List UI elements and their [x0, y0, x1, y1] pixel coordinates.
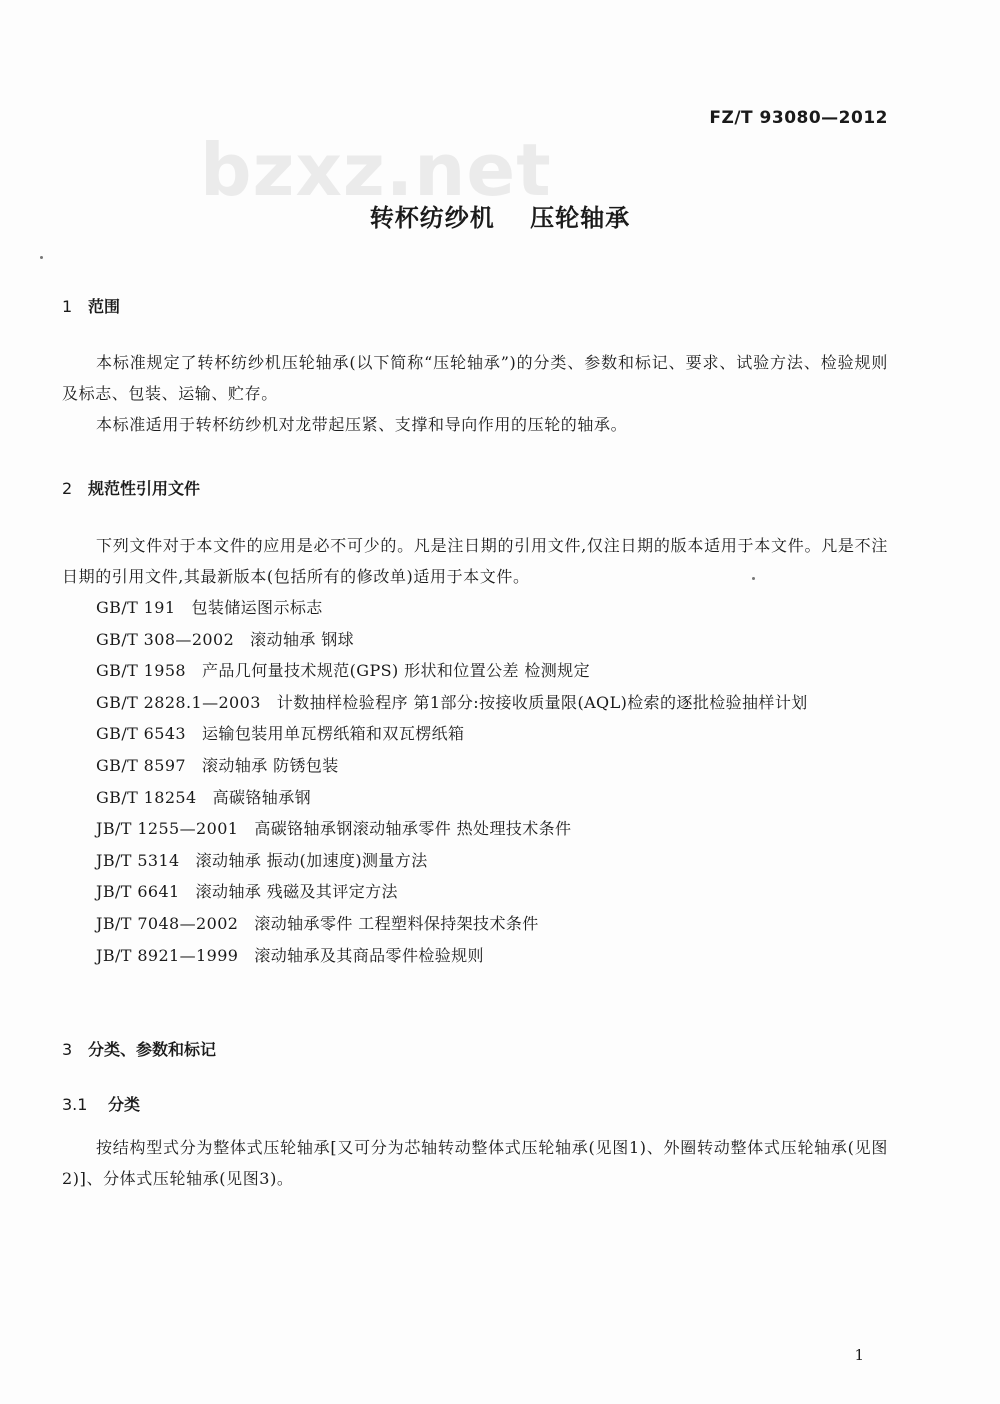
reference-title: 高碳铬轴承钢滚动轴承零件 热处理技术条件	[254, 819, 572, 839]
section-title: 分类、参数和标记	[88, 1040, 217, 1059]
reference-code: JB/T 5314	[96, 850, 180, 870]
reference-item	[62, 718, 888, 750]
reference-title: 滚动轴承 防锈包装	[202, 755, 339, 775]
scan-speck	[40, 256, 43, 259]
section-title: 分类	[108, 1095, 141, 1114]
reference-code: GB/T 308—2002	[96, 629, 235, 649]
standard-code: FZ/T 93080—2012	[709, 108, 888, 128]
reference-item	[62, 940, 888, 972]
reference-item	[62, 750, 888, 782]
section-2-heading	[62, 476, 200, 499]
reference-item	[62, 813, 888, 845]
watermark: bzxz.net	[200, 128, 552, 212]
section-1-paragraph-1: 本标准规定了转杯纺纱机压轮轴承(以下简称“压轮轴承”)的分类、参数和标记、要求、试验方法、检验规则及标志、包装、运输、贮存。	[62, 353, 888, 403]
scan-speck	[752, 577, 755, 580]
reference-item	[62, 687, 888, 719]
reference-code: GB/T 8597	[96, 755, 187, 775]
reference-title: 滚动轴承 残磁及其评定方法	[195, 882, 398, 902]
section-number: 1	[62, 297, 73, 316]
reference-code: JB/T 1255—2001	[96, 819, 239, 839]
reference-item	[62, 624, 888, 656]
reference-title: 滚动轴承 振动(加速度)测量方法	[195, 850, 428, 870]
reference-title: 滚动轴承 钢球	[250, 629, 355, 649]
reference-item	[62, 845, 888, 877]
reference-title: 计数抽样检验程序 第1部分:按接收质量限(AQL)检索的逐批检验抽样计划	[276, 692, 808, 712]
reference-title: 滚动轴承零件 工程塑料保持架技术条件	[254, 913, 539, 933]
reference-item	[62, 655, 888, 687]
section-number: 2	[62, 479, 73, 498]
section-1-heading	[62, 294, 120, 317]
reference-code: GB/T 191	[96, 598, 176, 617]
reference-code: JB/T 8921—1999	[96, 945, 239, 965]
section-1-paragraph-2: 本标准适用于转杯纺纱机对龙带起压紧、支撑和导向作用的压轮的轴承。	[96, 415, 628, 434]
reference-item	[62, 592, 888, 624]
normative-references-list	[62, 592, 888, 971]
reference-code: GB/T 1958	[96, 661, 187, 681]
section-title: 范围	[88, 297, 121, 316]
reference-code: GB/T 18254	[96, 787, 197, 807]
reference-title: 包装储运图示标志	[191, 598, 323, 617]
reference-title: 运输包装用单瓦楞纸箱和双瓦楞纸箱	[202, 724, 465, 744]
document-title: 转杯纺纱机 压轮轴承	[369, 204, 631, 232]
reference-item	[62, 782, 888, 814]
section-3-heading	[62, 1037, 216, 1060]
section-3-1-paragraph: 按结构型式分为整体式压轮轴承[又可分为芯轴转动整体式压轮轴承(见图1)、外圈转动整体式压轮轴承(见图2)]、分体式压轮轴承(见图3)。	[62, 1138, 888, 1188]
reference-code: GB/T 2828.1—2003	[96, 692, 261, 712]
reference-code: GB/T 6543	[96, 724, 187, 744]
reference-item	[62, 876, 888, 908]
section-3-1-heading	[62, 1092, 140, 1115]
section-title: 规范性引用文件	[88, 479, 201, 498]
section-number: 3.1	[62, 1095, 88, 1114]
reference-title: 产品几何量技术规范(GPS) 形状和位置公差 检测规定	[202, 661, 590, 681]
reference-title: 滚动轴承及其商品零件检验规则	[254, 945, 484, 965]
reference-code: JB/T 7048—2002	[96, 913, 239, 933]
reference-item	[62, 908, 888, 940]
section-2-intro: 下列文件对于本文件的应用是必不可少的。凡是注日期的引用文件,仅注日期的版本适用于本文件。凡是不注日期的引用文件,其最新版本(包括所有的修改单)适用于本文件。	[62, 536, 888, 586]
section-number: 3	[62, 1040, 73, 1059]
page-number: 1	[854, 1346, 864, 1364]
reference-code: JB/T 6641	[96, 882, 180, 902]
reference-title: 高碳铬轴承钢	[212, 787, 311, 807]
